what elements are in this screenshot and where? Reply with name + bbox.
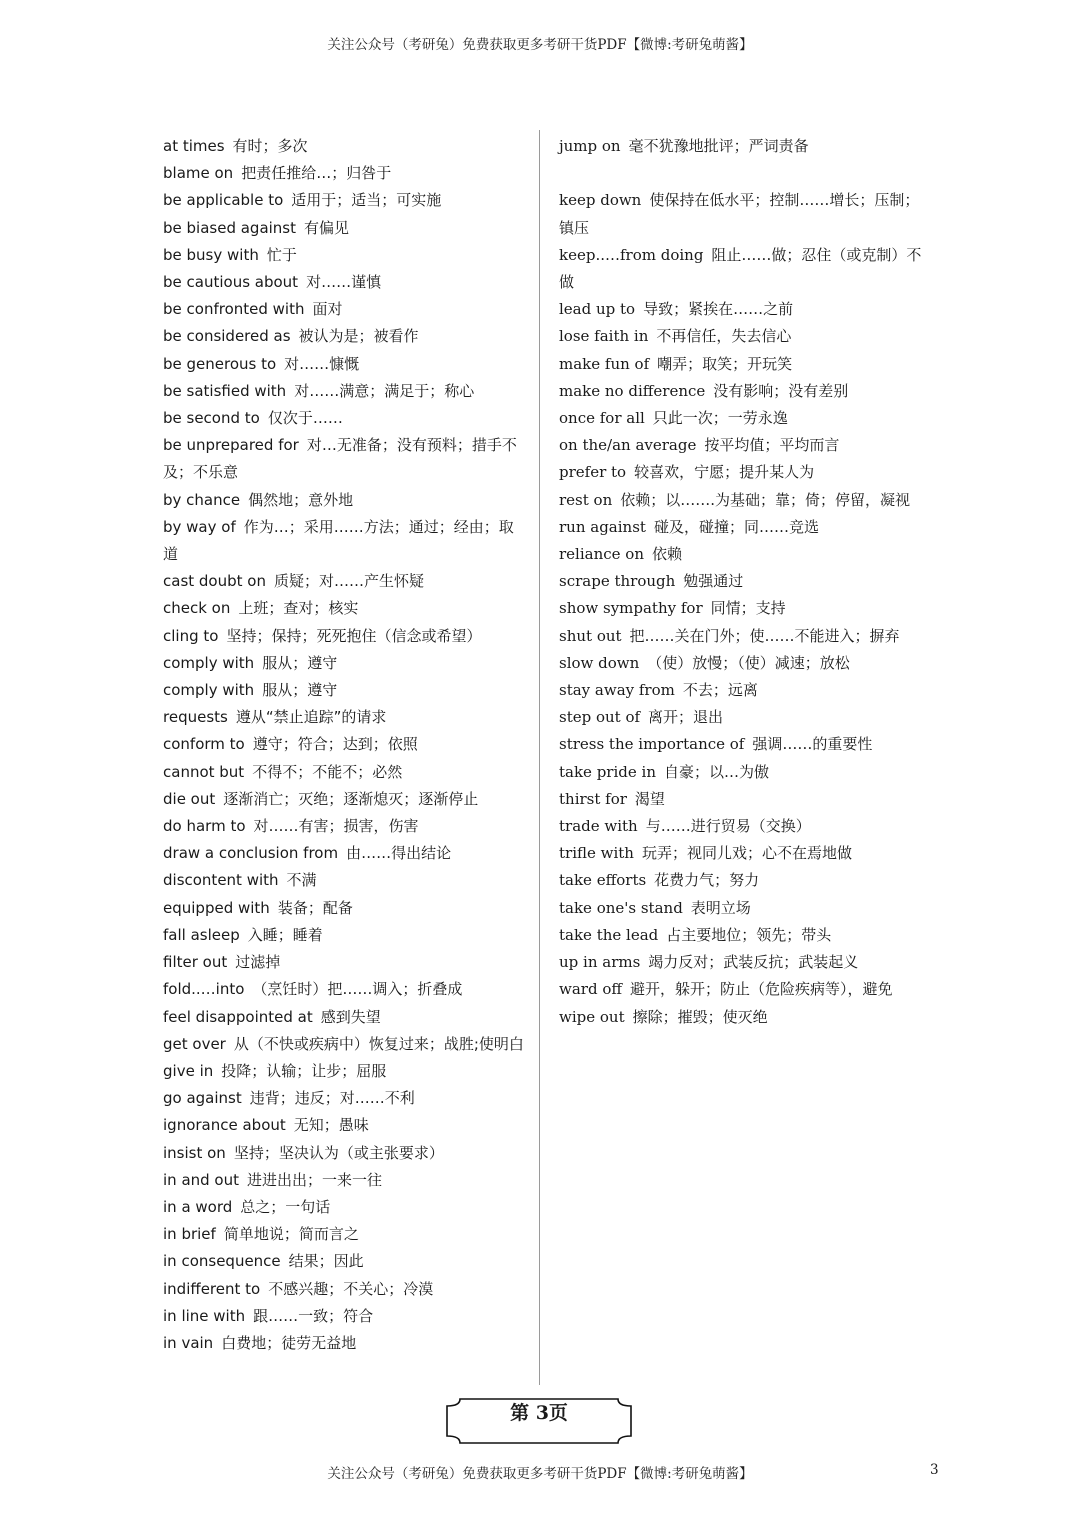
vocab-entry — [559, 949, 923, 976]
vocab-term: wipe out — [559, 1007, 625, 1026]
vocab-term: draw a conclusion from — [163, 844, 339, 863]
header-promo-note: 关注公众号（考研兔）免费获取更多考研干货PDF【微博:考研兔萌酱】 — [327, 37, 753, 53]
vocab-term: take one's stand — [559, 898, 683, 917]
vocab-entry — [163, 242, 525, 269]
vocab-term: be busy with — [163, 245, 259, 264]
vocab-term: step out of — [559, 708, 641, 727]
left-vocab-column — [163, 133, 525, 1357]
vocab-meaning: 自豪；以…为傲 — [663, 762, 769, 781]
vocab-meaning: 嘲弄；取笑；开玩笑 — [657, 354, 793, 373]
vocab-meaning: 渴望 — [634, 789, 665, 808]
vocab-term: by chance — [163, 490, 241, 509]
vocab-meaning: 不感兴趣；不关心；冷漠 — [268, 1279, 434, 1298]
vocab-entry — [163, 1167, 525, 1194]
vocab-term: run against — [559, 517, 646, 536]
vocab-meaning: 阻止……做；忍住（或克制）不做 — [559, 245, 922, 292]
vocab-term: up in arms — [559, 953, 641, 972]
vocab-entry — [163, 704, 525, 731]
vocab-entry — [163, 405, 525, 432]
vocab-meaning: 与……进行贸易（交换） — [645, 817, 811, 836]
vocab-term: insist on — [163, 1143, 226, 1162]
vocab-term: blame on — [163, 164, 234, 183]
vocab-entry — [163, 1248, 525, 1275]
vocab-entry — [163, 432, 525, 486]
vocab-term: equipped with — [163, 898, 270, 917]
vocab-meaning: 投降；认输；让步；屈服 — [221, 1061, 387, 1080]
vocab-meaning: 仅次于…… — [267, 409, 343, 428]
vocab-term: be biased against — [163, 218, 297, 237]
vocab-term: check on — [163, 599, 231, 618]
vocab-meaning: 把……关在门外；使……不能进入；摒弃 — [629, 626, 900, 645]
vocab-meaning: 离开；退出 — [648, 708, 724, 727]
vocab-meaning: 从（不快或疾病中）恢复过来；战胜;使明白 — [233, 1034, 524, 1053]
vocab-meaning: 碰及，碰撞；同……竞选 — [653, 517, 819, 536]
vocab-term: show sympathy for — [559, 599, 703, 618]
vocab-entry — [163, 296, 525, 323]
vocab-term: be cautious about — [163, 273, 299, 292]
vocab-meaning: 遵守；符合；达到；依照 — [252, 735, 418, 754]
vocab-entry — [163, 378, 525, 405]
column-divider — [539, 130, 540, 1385]
vocab-term: at times — [163, 137, 225, 155]
vocab-meaning: 服从；遵守 — [262, 681, 338, 700]
vocab-meaning: 违背；违反；对……不利 — [249, 1089, 415, 1108]
vocab-entry — [559, 840, 923, 867]
vocab-term: shut out — [559, 626, 622, 645]
vocab-term: die out — [163, 789, 216, 808]
vocab-entry — [559, 432, 923, 459]
vocab-meaning: 作为…；采用……方法；通过；经由；取道 — [163, 517, 514, 564]
vocab-term: be unprepared for — [163, 436, 299, 455]
vocab-term: fold..…into — [163, 980, 245, 999]
vocab-term: cling to — [163, 626, 219, 645]
vocab-meaning: 坚持；坚决认为（或主张要求） — [233, 1143, 444, 1162]
vocab-meaning: 把责任推给…；归咎于 — [241, 164, 392, 183]
vocab-entry — [559, 568, 923, 595]
vocab-meaning: 对……谨慎 — [306, 273, 382, 292]
vocab-meaning: 较喜欢，宁愿；提升某人为 — [634, 463, 815, 482]
vocab-entry — [559, 187, 923, 241]
vocab-term: get over — [163, 1034, 226, 1053]
vocab-meaning: 服从；遵守 — [262, 653, 338, 672]
vocab-meaning: 面对 — [312, 300, 343, 319]
vocab-entry — [163, 677, 525, 704]
vocab-meaning: 花费力气；努力 — [654, 871, 760, 890]
vocab-term: cannot but — [163, 762, 245, 781]
vocab-term: ward off — [559, 980, 623, 999]
vocab-term: comply with — [163, 681, 255, 700]
vocab-term: filter out — [163, 953, 228, 972]
vocab-term: in a word — [163, 1197, 233, 1216]
vocab-meaning: 感到失望 — [320, 1007, 381, 1026]
vocab-entry — [163, 487, 525, 514]
vocab-entry — [163, 976, 525, 1003]
page-number: 3 — [930, 1462, 939, 1478]
vocab-term: requests — [163, 708, 228, 727]
vocab-meaning: 偶然地；意外地 — [248, 490, 354, 509]
vocab-term: lead up to — [559, 300, 636, 319]
vocab-term: lose faith in — [559, 327, 649, 346]
vocab-entry — [163, 1058, 525, 1085]
vocab-meaning: 忙于 — [266, 245, 297, 264]
vocab-term: stay away from — [559, 681, 675, 700]
vocab-entry — [163, 949, 525, 976]
vocab-entry — [559, 487, 923, 514]
vocab-term: conform to — [163, 735, 245, 754]
vocab-meaning: 依赖；以…….为基础；靠；倚；停留，凝视 — [620, 490, 911, 509]
vocab-meaning: 由……得出结论 — [346, 844, 452, 863]
vocab-entry — [163, 1140, 525, 1167]
vocab-entry — [559, 242, 923, 296]
vocab-entry — [163, 187, 525, 214]
vocab-meaning: 导致；紧挨在……之前 — [643, 300, 794, 319]
vocab-term: stress the importance of — [559, 735, 745, 754]
vocab-meaning: 对……满意；满足于；称心 — [294, 381, 475, 400]
vocab-entry — [163, 623, 525, 650]
vocab-meaning: （烹饪时）把……调入；折叠成 — [252, 980, 463, 999]
page-label: 第 3页 — [510, 1402, 568, 1424]
vocab-term: take pride in — [559, 762, 656, 781]
vocab-term: be generous to — [163, 354, 277, 373]
vocab-meaning: 结果；因此 — [288, 1252, 364, 1271]
vocab-entry — [559, 378, 923, 405]
vocab-meaning: 坚持；保持；死死抱住（信念或希望） — [226, 626, 482, 645]
vocab-entry — [559, 160, 923, 187]
vocab-meaning: 玩弄；视同儿戏；心不在焉地做 — [641, 844, 852, 863]
vocab-entry — [163, 514, 525, 568]
vocab-meaning: 总之；一句话 — [240, 1197, 331, 1216]
vocab-term: do harm to — [163, 817, 246, 836]
vocab-entry — [559, 650, 923, 677]
vocab-meaning: 不去；远离 — [682, 681, 758, 700]
vocab-term: go against — [163, 1089, 242, 1108]
vocab-term: comply with — [163, 653, 255, 672]
vocab-term: indifferent to — [163, 1279, 261, 1298]
vocab-entry — [559, 867, 923, 894]
vocab-meaning: 依赖 — [651, 545, 682, 564]
vocab-meaning: 竭力反对；武装反抗；武装起义 — [648, 953, 859, 972]
vocab-meaning: 无知；愚味 — [293, 1116, 369, 1135]
vocab-term: rest on — [559, 490, 613, 509]
vocab-meaning: 过滤掉 — [235, 953, 281, 972]
vocab-entry — [559, 786, 923, 813]
vocab-meaning: 入睡；睡着 — [247, 925, 323, 944]
vocab-meaning: 不满 — [286, 871, 317, 890]
vocab-entry — [163, 1112, 525, 1139]
vocab-term: take the lead — [559, 925, 659, 944]
vocab-term: jump on — [559, 137, 621, 155]
vocab-entry — [163, 1221, 525, 1248]
vocab-term: be applicable to — [163, 191, 284, 210]
vocab-entry — [163, 1276, 525, 1303]
vocab-term: keep..…from doing — [559, 245, 704, 264]
vocab-meaning: 勉强通过 — [683, 572, 744, 591]
vocab-meaning: 质疑；对……产生怀疑 — [273, 572, 424, 591]
vocab-entry — [559, 704, 923, 731]
vocab-entry — [163, 759, 525, 786]
vocab-entry — [163, 1194, 525, 1221]
vocab-entry — [559, 541, 923, 568]
vocab-meaning: 适用于；适当；可实施 — [291, 191, 442, 210]
vocab-meaning: 使保持在低水平；控制……增长；压制；镇压 — [559, 191, 920, 237]
vocab-term: discontent with — [163, 871, 279, 890]
vocab-term: ignorance about — [163, 1116, 286, 1135]
vocab-entry — [163, 351, 525, 378]
vocab-meaning: 毫不犹豫地批评；严词责备 — [628, 137, 809, 155]
vocab-entry — [559, 976, 923, 1003]
vocab-term: be confronted with — [163, 300, 305, 319]
vocab-entry — [163, 650, 525, 677]
vocab-meaning: 占主要地位；领先；带头 — [666, 925, 832, 944]
vocab-entry — [559, 323, 923, 350]
vocab-term: be second to — [163, 409, 260, 428]
vocab-entry — [559, 595, 923, 622]
vocab-entry — [163, 895, 525, 922]
vocab-entry — [163, 813, 525, 840]
vocab-term: cast doubt on — [163, 572, 266, 591]
vocab-entry — [559, 813, 923, 840]
vocab-entry — [163, 867, 525, 894]
vocab-entry — [559, 677, 923, 704]
vocab-meaning: 逐渐消亡；灭绝；逐渐熄灭；逐渐停止 — [223, 789, 479, 808]
vocab-entry — [559, 133, 923, 160]
vocab-term: in brief — [163, 1225, 216, 1244]
vocab-term: in and out — [163, 1170, 239, 1189]
vocab-entry — [163, 568, 525, 595]
vocab-entry — [163, 133, 525, 160]
vocab-meaning: 强调……的重要性 — [752, 735, 873, 754]
vocab-entry — [163, 1004, 525, 1031]
vocab-entry — [163, 840, 525, 867]
vocab-entry — [559, 405, 923, 432]
vocab-term: be considered as — [163, 327, 291, 346]
vocab-meaning: 不得不；不能不；必然 — [252, 762, 403, 781]
vocab-entry — [163, 215, 525, 242]
vocab-term: thirst for — [559, 789, 627, 808]
vocab-meaning: 被认为是；被看作 — [298, 327, 419, 346]
vocab-term: slow down — [559, 653, 640, 672]
page-label-box — [446, 1398, 632, 1444]
vocab-entry — [559, 922, 923, 949]
vocab-term: by way of — [163, 517, 236, 536]
vocab-entry — [559, 1004, 923, 1031]
vocab-entry — [163, 786, 525, 813]
vocab-meaning: 不再信任，失去信心 — [656, 327, 792, 346]
vocab-term: in vain — [163, 1333, 214, 1352]
vocab-entry — [559, 296, 923, 323]
vocab-meaning: 遵从“禁止追踪”的请求 — [235, 708, 387, 727]
vocab-meaning: 避开，躲开；防止（危险疾病等），避免 — [630, 980, 893, 999]
vocab-entry — [559, 623, 923, 650]
vocab-entry — [559, 731, 923, 758]
vocab-term: keep down — [559, 191, 642, 210]
vocab-term: feel disappointed at — [163, 1007, 313, 1026]
vocab-term: trifle with — [559, 844, 634, 863]
vocab-meaning: 有时；多次 — [232, 137, 308, 155]
vocab-meaning: 擦除；摧毁；使灭绝 — [632, 1007, 768, 1026]
vocab-entry — [163, 1303, 525, 1330]
vocab-entry — [163, 731, 525, 758]
vocab-term: make fun of — [559, 354, 650, 373]
vocab-entry — [163, 323, 525, 350]
vocab-term: trade with — [559, 817, 638, 836]
vocab-term: fall asleep — [163, 925, 240, 944]
vocab-term: in line with — [163, 1306, 246, 1325]
vocab-meaning: 上班；查对；核实 — [238, 599, 359, 618]
vocab-entry — [163, 1330, 525, 1357]
vocab-term: once for all — [559, 409, 645, 428]
vocab-meaning: 只此一次；一劳永逸 — [652, 409, 788, 428]
vocab-meaning: 同情；支持 — [710, 599, 786, 618]
vocab-term: scrape through — [559, 572, 676, 591]
vocab-meaning: 装备；配备 — [277, 898, 353, 917]
vocab-term: prefer to — [559, 463, 627, 482]
vocab-meaning: 表明立场 — [690, 898, 751, 917]
vocab-entry — [559, 459, 923, 486]
vocab-term: on the/an average — [559, 436, 697, 455]
vocab-term: reliance on — [559, 545, 644, 564]
vocab-meaning: 简单地说；简而言之 — [223, 1225, 359, 1244]
vocab-meaning: 进进出出；一来一往 — [247, 1170, 383, 1189]
vocab-entry — [163, 1031, 525, 1058]
vocab-term: give in — [163, 1061, 214, 1080]
vocab-meaning: 按平均值；平均而言 — [704, 436, 840, 455]
vocab-entry — [559, 895, 923, 922]
vocab-meaning: 对……慷慨 — [284, 354, 360, 373]
vocab-entry — [163, 922, 525, 949]
vocab-term: take efforts — [559, 871, 647, 890]
vocab-entry — [163, 1085, 525, 1112]
vocab-meaning: 跟……一致；符合 — [253, 1306, 374, 1325]
vocab-entry — [559, 759, 923, 786]
footer-promo-note: 关注公众号（考研兔）免费获取更多考研干货PDF【微博:考研兔萌酱】 — [327, 1466, 753, 1482]
vocab-meaning: 对……有害；损害，伤害 — [253, 817, 419, 836]
vocab-meaning: 有偏见 — [304, 218, 350, 237]
vocab-entry — [163, 269, 525, 296]
right-vocab-column — [559, 133, 923, 1031]
vocab-meaning: 白费地；徒劳无益地 — [221, 1333, 357, 1352]
vocab-entry — [559, 351, 923, 378]
vocab-term: make no difference — [559, 381, 706, 400]
vocab-entry — [559, 514, 923, 541]
vocab-term: in consequence — [163, 1252, 281, 1271]
vocab-meaning: （使）放慢；（使）减速；放松 — [647, 653, 850, 672]
vocab-term: be satisfied with — [163, 381, 287, 400]
vocab-entry — [163, 595, 525, 622]
vocab-entry — [163, 160, 525, 187]
vocab-meaning: 没有影响；没有差别 — [713, 381, 849, 400]
vocab-meaning: 对…无准备；没有预料；措手不及；不乐意 — [163, 436, 517, 482]
